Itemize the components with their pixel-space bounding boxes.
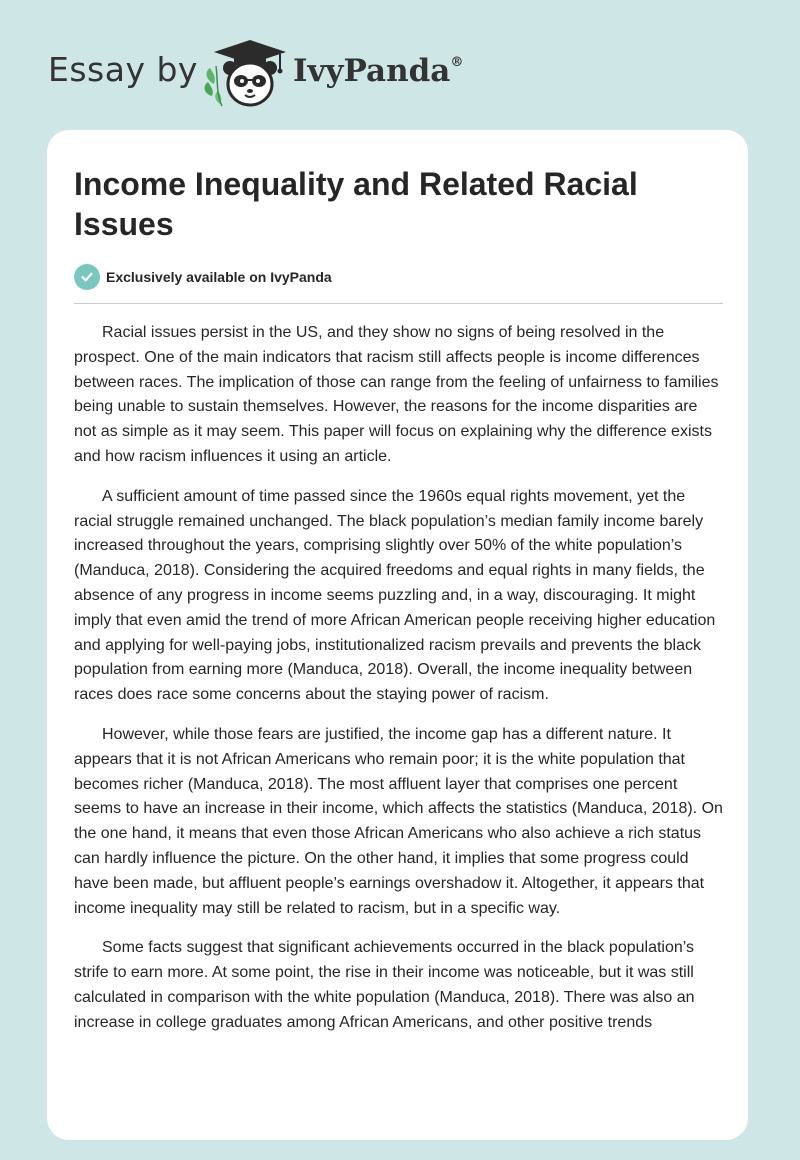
- essay-card: [47, 130, 748, 1140]
- exclusive-badge: [74, 264, 332, 290]
- essay-body: [74, 321, 723, 1051]
- brand-text: IvyPanda: [293, 53, 451, 89]
- site-header: [0, 0, 800, 130]
- paragraph: Racial issues persist in the US, and they show no signs of being resolved in the prospect. One of the main indicators that racism still affects people is income differences between races. The implication of those can range from the feeling of unfairness to families being unable to sustain themselves. However, the reasons for the income disparities are not as simple as it may seem. This paper will focus on explaining why the difference exists and how racism influences it using an article.: [74, 324, 719, 465]
- paragraph: However, while those fears are justified, the income gap has a different nature. It appears that it is not African Americans who remain poor; it is the white population that becomes richer (Manduca, 2018). The most affluent layer that comprises one percent seems to have an increase in their income, which affects the statistics (Manduca, 2018). On the one hand, it means that even those African Americans who also achieve a rich status can hardly influence the picture. On the other hand, it implies that some progress could have been made, but affluent people’s earnings overshadow it. Altogether, it appears that income inequality may still be related to racism, but in a specific way.: [74, 725, 723, 917]
- essay-title: Income Inequality and Related Racial Issues: [74, 166, 638, 242]
- essay-by-label: Essay by: [48, 50, 198, 89]
- ivypanda-logo-icon[interactable]: [200, 36, 290, 108]
- registered-mark: ®: [450, 54, 464, 70]
- paragraph: Some facts suggest that significant achievements occurred in the black population’s strife to earn more. At some point, the rise in their income was noticeable, but it was still calculated in comparison with the white population (Manduca, 2018). There was also an increase in college graduates among African Americans, and other positive trends: [74, 939, 695, 1031]
- badge-label: Exclusively available on IvyPanda: [106, 269, 332, 285]
- brand-name[interactable]: [293, 53, 463, 89]
- paragraph: A sufficient amount of time passed since the 1960s equal rights movement, yet the racial struggle remained unchanged. The black population’s median family income barely increased throughout the years, comprising slightly over 50% of the white population’s (Manduca, 2018). Considering the acquired freedoms and equal rights in many fields, the absence of any progress in income seems puzzling and, in a way, discouraging. It might imply that even amid the trend of more African American people receiving higher education and applying for well-paying jobs, institutionalized racism prevails and prevents the black population from earning more (Manduca, 2018). Overall, the income inequality between races does race some concerns about the staying power of racism.: [74, 487, 716, 704]
- divider: [74, 303, 723, 304]
- check-icon: [74, 264, 100, 290]
